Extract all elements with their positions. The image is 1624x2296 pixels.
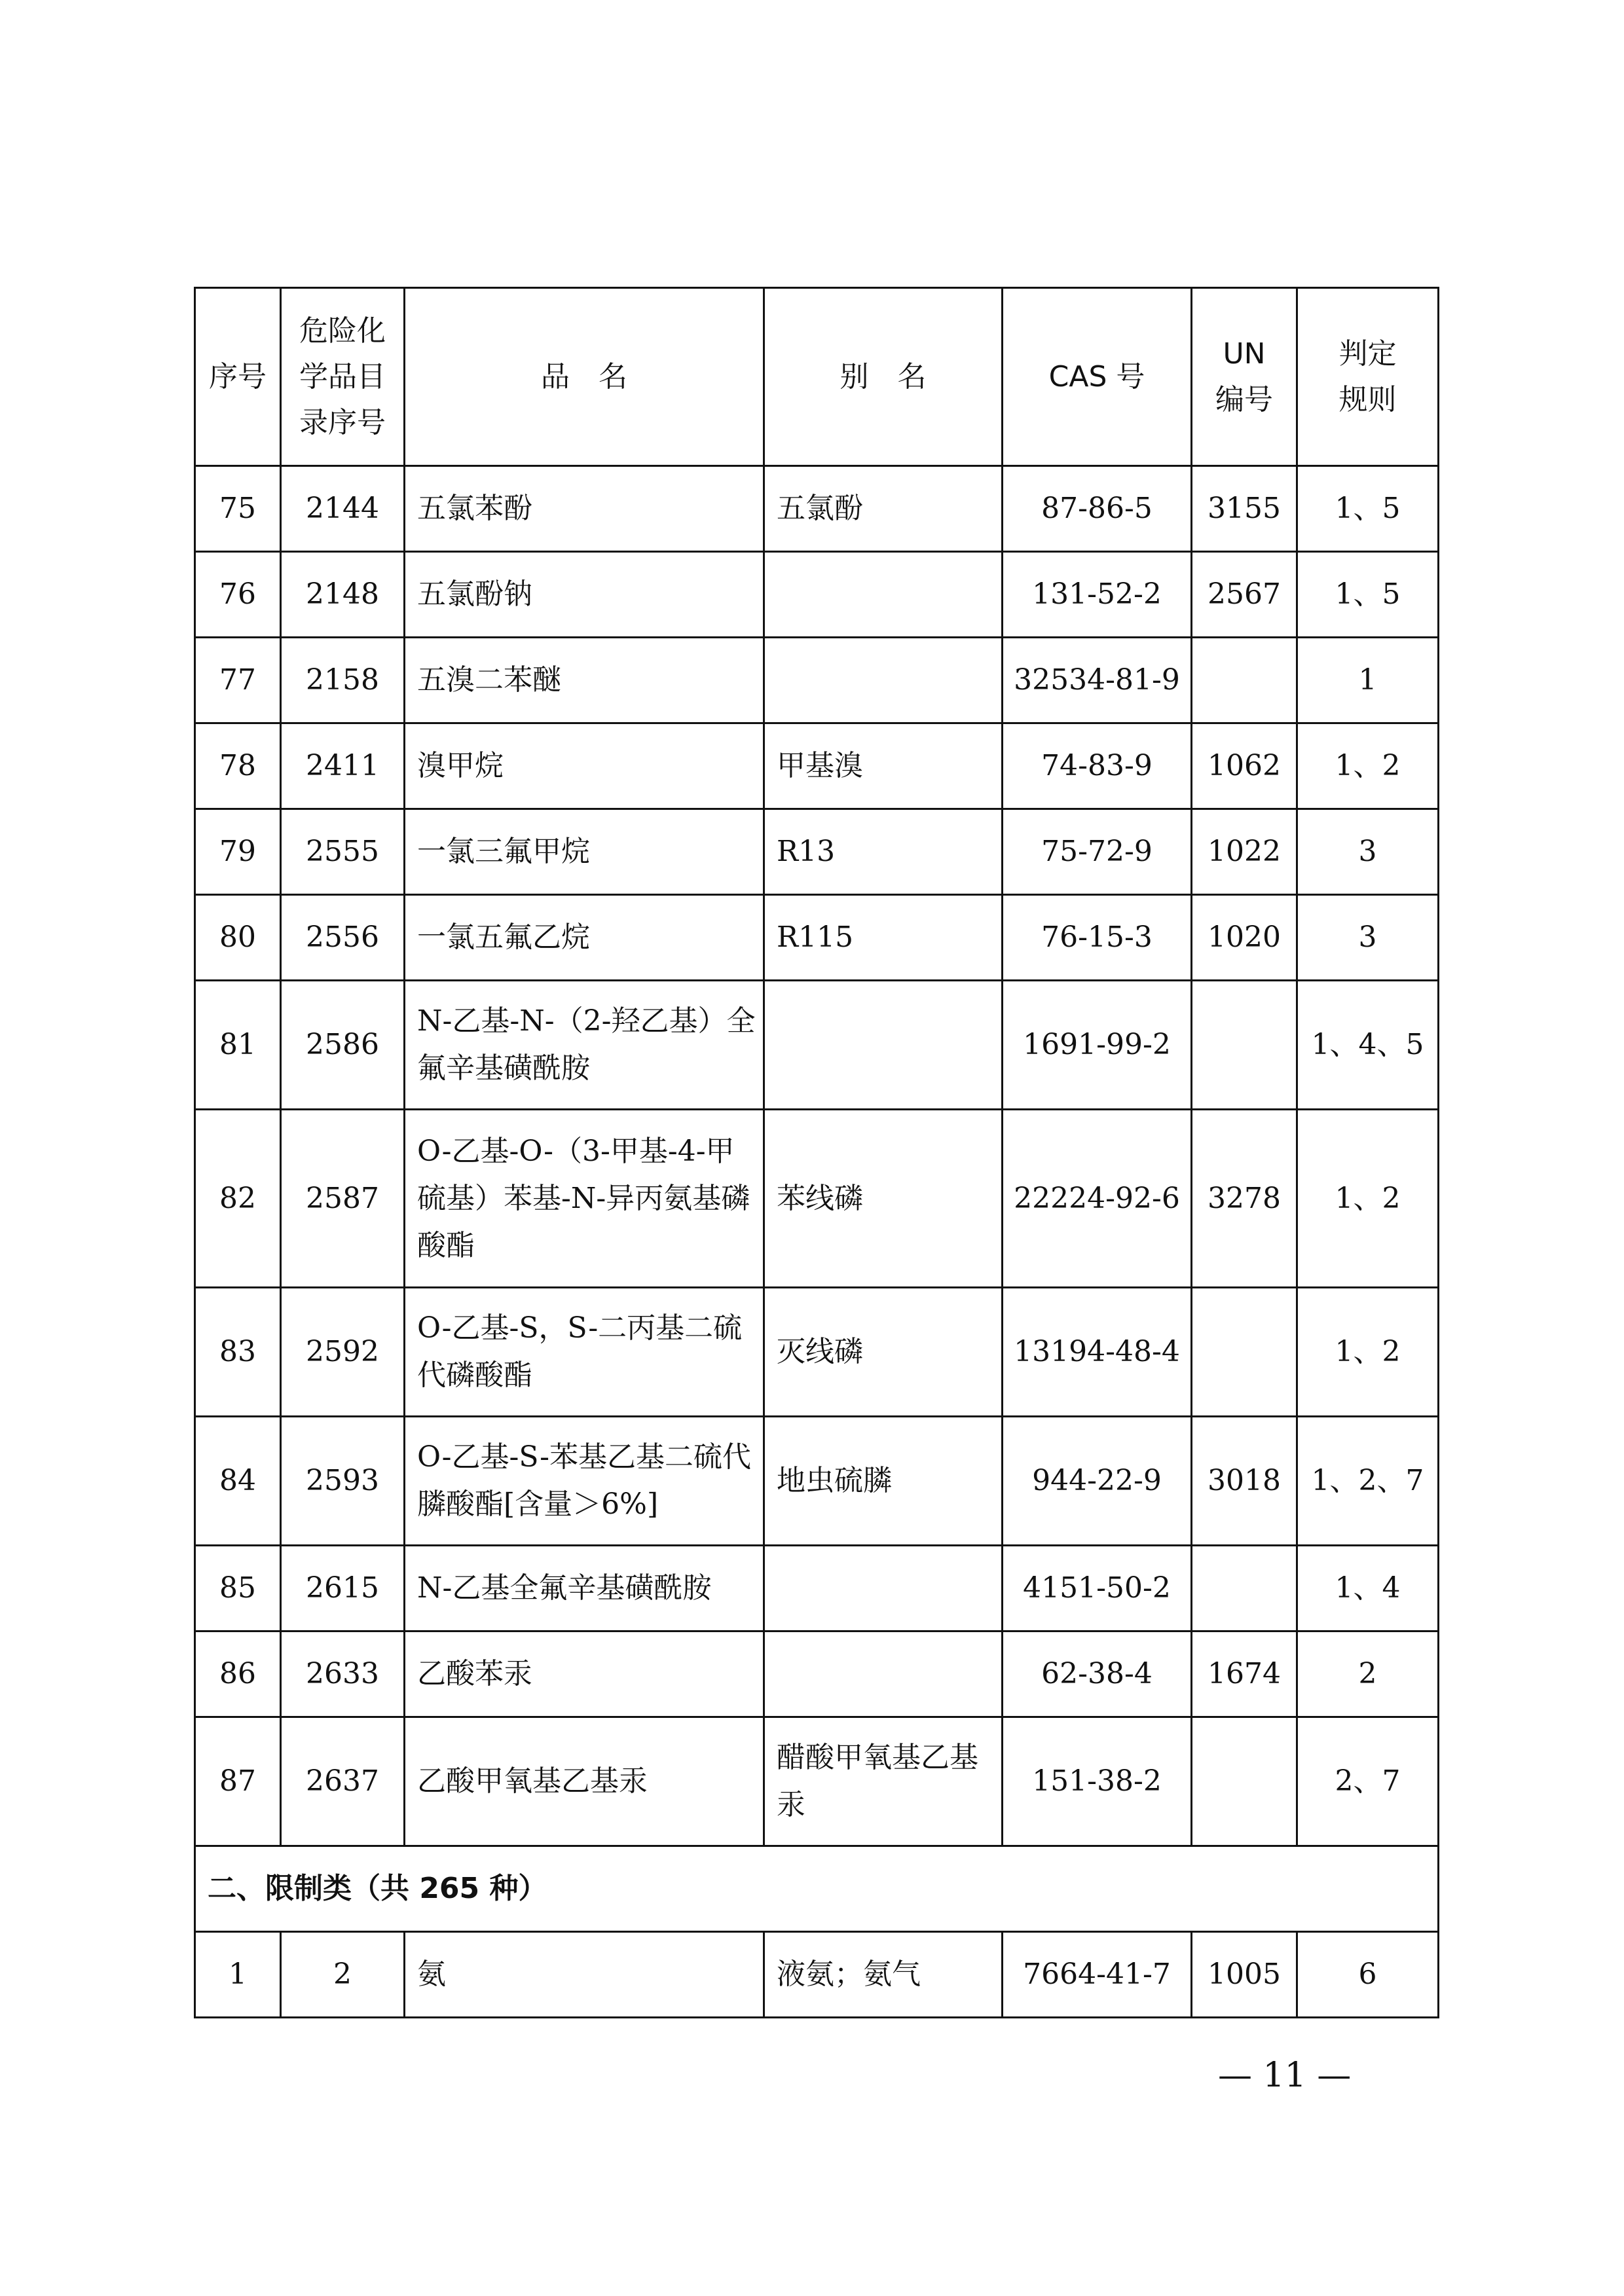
cell-alias: [764, 1546, 1003, 1631]
cell-un: 1674: [1192, 1631, 1297, 1717]
cell-seq: 77: [195, 638, 281, 723]
cell-alias: 灭线磷: [764, 1288, 1003, 1417]
cell-rule: 3: [1297, 809, 1439, 895]
cell-seq: 1: [195, 1932, 281, 2018]
cell-catalog: 2587: [281, 1110, 405, 1288]
cell-rule: 1、2、7: [1297, 1417, 1439, 1546]
header-cas: CAS 号: [1003, 288, 1192, 466]
cell-seq: 76: [195, 552, 281, 638]
cell-rule: 1、2: [1297, 1110, 1439, 1288]
table-row: [195, 552, 1439, 638]
cell-name: 溴甲烷: [405, 723, 764, 809]
cell-cas: 1691-99-2: [1003, 981, 1192, 1110]
cell-un: 1062: [1192, 723, 1297, 809]
cell-name: 氨: [405, 1932, 764, 2018]
cell-un: [1192, 638, 1297, 723]
cell-un: 2567: [1192, 552, 1297, 638]
cell-rule: 6: [1297, 1932, 1439, 2018]
cell-seq: 83: [195, 1288, 281, 1417]
cell-rule: 3: [1297, 895, 1439, 981]
cell-catalog: 2: [281, 1932, 405, 2018]
cell-name: O-乙基-S，S-二丙基二硫代磷酸酯: [405, 1288, 764, 1417]
cell-seq: 84: [195, 1417, 281, 1546]
cell-un: 1022: [1192, 809, 1297, 895]
cell-alias: 液氨；氨气: [764, 1932, 1003, 2018]
table-row: [195, 1932, 1439, 2018]
cell-catalog: 2555: [281, 809, 405, 895]
cell-un: [1192, 1288, 1297, 1417]
cell-un: [1192, 1546, 1297, 1631]
cell-seq: 75: [195, 466, 281, 552]
cell-seq: 80: [195, 895, 281, 981]
cell-seq: 86: [195, 1631, 281, 1717]
cell-rule: 2: [1297, 1631, 1439, 1717]
cell-cas: 22224-92-6: [1003, 1110, 1192, 1288]
cell-alias: [764, 552, 1003, 638]
cell-un: 1005: [1192, 1932, 1297, 2018]
cell-cas: 62-38-4: [1003, 1631, 1192, 1717]
cell-catalog: 2411: [281, 723, 405, 809]
cell-alias: [764, 638, 1003, 723]
cell-un: 3155: [1192, 466, 1297, 552]
cell-name: O-乙基-O-（3-甲基-4-甲硫基）苯基-N-异丙氨基磷酸酯: [405, 1110, 764, 1288]
cell-alias: 苯线磷: [764, 1110, 1003, 1288]
table-row: [195, 1546, 1439, 1631]
cell-rule: 1、2: [1297, 723, 1439, 809]
section-heading: 二、限制类（共 265 种）: [195, 1846, 1439, 1932]
cell-catalog: 2615: [281, 1546, 405, 1631]
cell-un: [1192, 981, 1297, 1110]
table-row: [195, 895, 1439, 981]
cell-cas: 87-86-5: [1003, 466, 1192, 552]
header-name: 品 名: [405, 288, 764, 466]
cell-rule: 1、4、5: [1297, 981, 1439, 1110]
cell-alias: R115: [764, 895, 1003, 981]
table-row: [195, 1417, 1439, 1546]
header-alias: 别 名: [764, 288, 1003, 466]
cell-cas: 75-72-9: [1003, 809, 1192, 895]
cell-name: N-乙基全氟辛基磺酰胺: [405, 1546, 764, 1631]
cell-catalog: 2592: [281, 1288, 405, 1417]
cell-cas: 151-38-2: [1003, 1717, 1192, 1846]
header-rule: 判定 规则: [1297, 288, 1439, 466]
cell-name: 五溴二苯醚: [405, 638, 764, 723]
table-row: [195, 723, 1439, 809]
cell-alias: [764, 981, 1003, 1110]
cell-catalog: 2556: [281, 895, 405, 981]
cell-rule: 2、7: [1297, 1717, 1439, 1846]
section-heading-row: [195, 1846, 1439, 1932]
table-row: [195, 981, 1439, 1110]
cell-name: 一氯三氟甲烷: [405, 809, 764, 895]
cell-seq: 87: [195, 1717, 281, 1846]
cell-name: 乙酸苯汞: [405, 1631, 764, 1717]
cell-un: 1020: [1192, 895, 1297, 981]
cell-un: [1192, 1717, 1297, 1846]
cell-un: 3018: [1192, 1417, 1297, 1546]
cell-cas: 131-52-2: [1003, 552, 1192, 638]
cell-rule: 1、2: [1297, 1288, 1439, 1417]
table-row: [195, 1631, 1439, 1717]
header-seq: 序号: [195, 288, 281, 466]
cell-rule: 1、4: [1297, 1546, 1439, 1631]
cell-catalog: 2637: [281, 1717, 405, 1846]
cell-catalog: 2158: [281, 638, 405, 723]
cell-alias: 地虫硫膦: [764, 1417, 1003, 1546]
table-row: [195, 809, 1439, 895]
cell-seq: 82: [195, 1110, 281, 1288]
cell-cas: 944-22-9: [1003, 1417, 1192, 1546]
cell-catalog: 2144: [281, 466, 405, 552]
cell-catalog: 2148: [281, 552, 405, 638]
cell-rule: 1、5: [1297, 466, 1439, 552]
header-un: UN 编号: [1192, 288, 1297, 466]
cell-cas: 4151-50-2: [1003, 1546, 1192, 1631]
cell-catalog: 2586: [281, 981, 405, 1110]
cell-alias: [764, 1631, 1003, 1717]
cell-alias: 五氯酚: [764, 466, 1003, 552]
cell-name: N-乙基-N-（2-羟乙基）全氟辛基磺酰胺: [405, 981, 764, 1110]
cell-cas: 74-83-9: [1003, 723, 1192, 809]
cell-seq: 79: [195, 809, 281, 895]
cell-cas: 7664-41-7: [1003, 1932, 1192, 2018]
cell-alias: 醋酸甲氧基乙基汞: [764, 1717, 1003, 1846]
table-row: [195, 1288, 1439, 1417]
chemicals-table: [194, 287, 1439, 2018]
table-row: [195, 466, 1439, 552]
table-row: [195, 1110, 1439, 1288]
cell-alias: R13: [764, 809, 1003, 895]
cell-name: 一氯五氟乙烷: [405, 895, 764, 981]
cell-name: 乙酸甲氧基乙基汞: [405, 1717, 764, 1846]
cell-name: 五氯苯酚: [405, 466, 764, 552]
table-row: [195, 638, 1439, 723]
cell-seq: 78: [195, 723, 281, 809]
cell-name: O-乙基-S-苯基乙基二硫代膦酸酯[含量＞6%]: [405, 1417, 764, 1546]
cell-catalog: 2593: [281, 1417, 405, 1546]
cell-un: 3278: [1192, 1110, 1297, 1288]
cell-seq: 81: [195, 981, 281, 1110]
page-number: — 11 —: [1218, 2056, 1352, 2095]
cell-cas: 76-15-3: [1003, 895, 1192, 981]
cell-catalog: 2633: [281, 1631, 405, 1717]
cell-cas: 13194-48-4: [1003, 1288, 1192, 1417]
header-catalog-seq: 危险化 学品目 录序号: [281, 288, 405, 466]
cell-alias: 甲基溴: [764, 723, 1003, 809]
cell-seq: 85: [195, 1546, 281, 1631]
cell-rule: 1、5: [1297, 552, 1439, 638]
cell-name: 五氯酚钠: [405, 552, 764, 638]
header-row: [195, 288, 1439, 466]
table-row: [195, 1717, 1439, 1846]
cell-rule: 1: [1297, 638, 1439, 723]
cell-cas: 32534-81-9: [1003, 638, 1192, 723]
